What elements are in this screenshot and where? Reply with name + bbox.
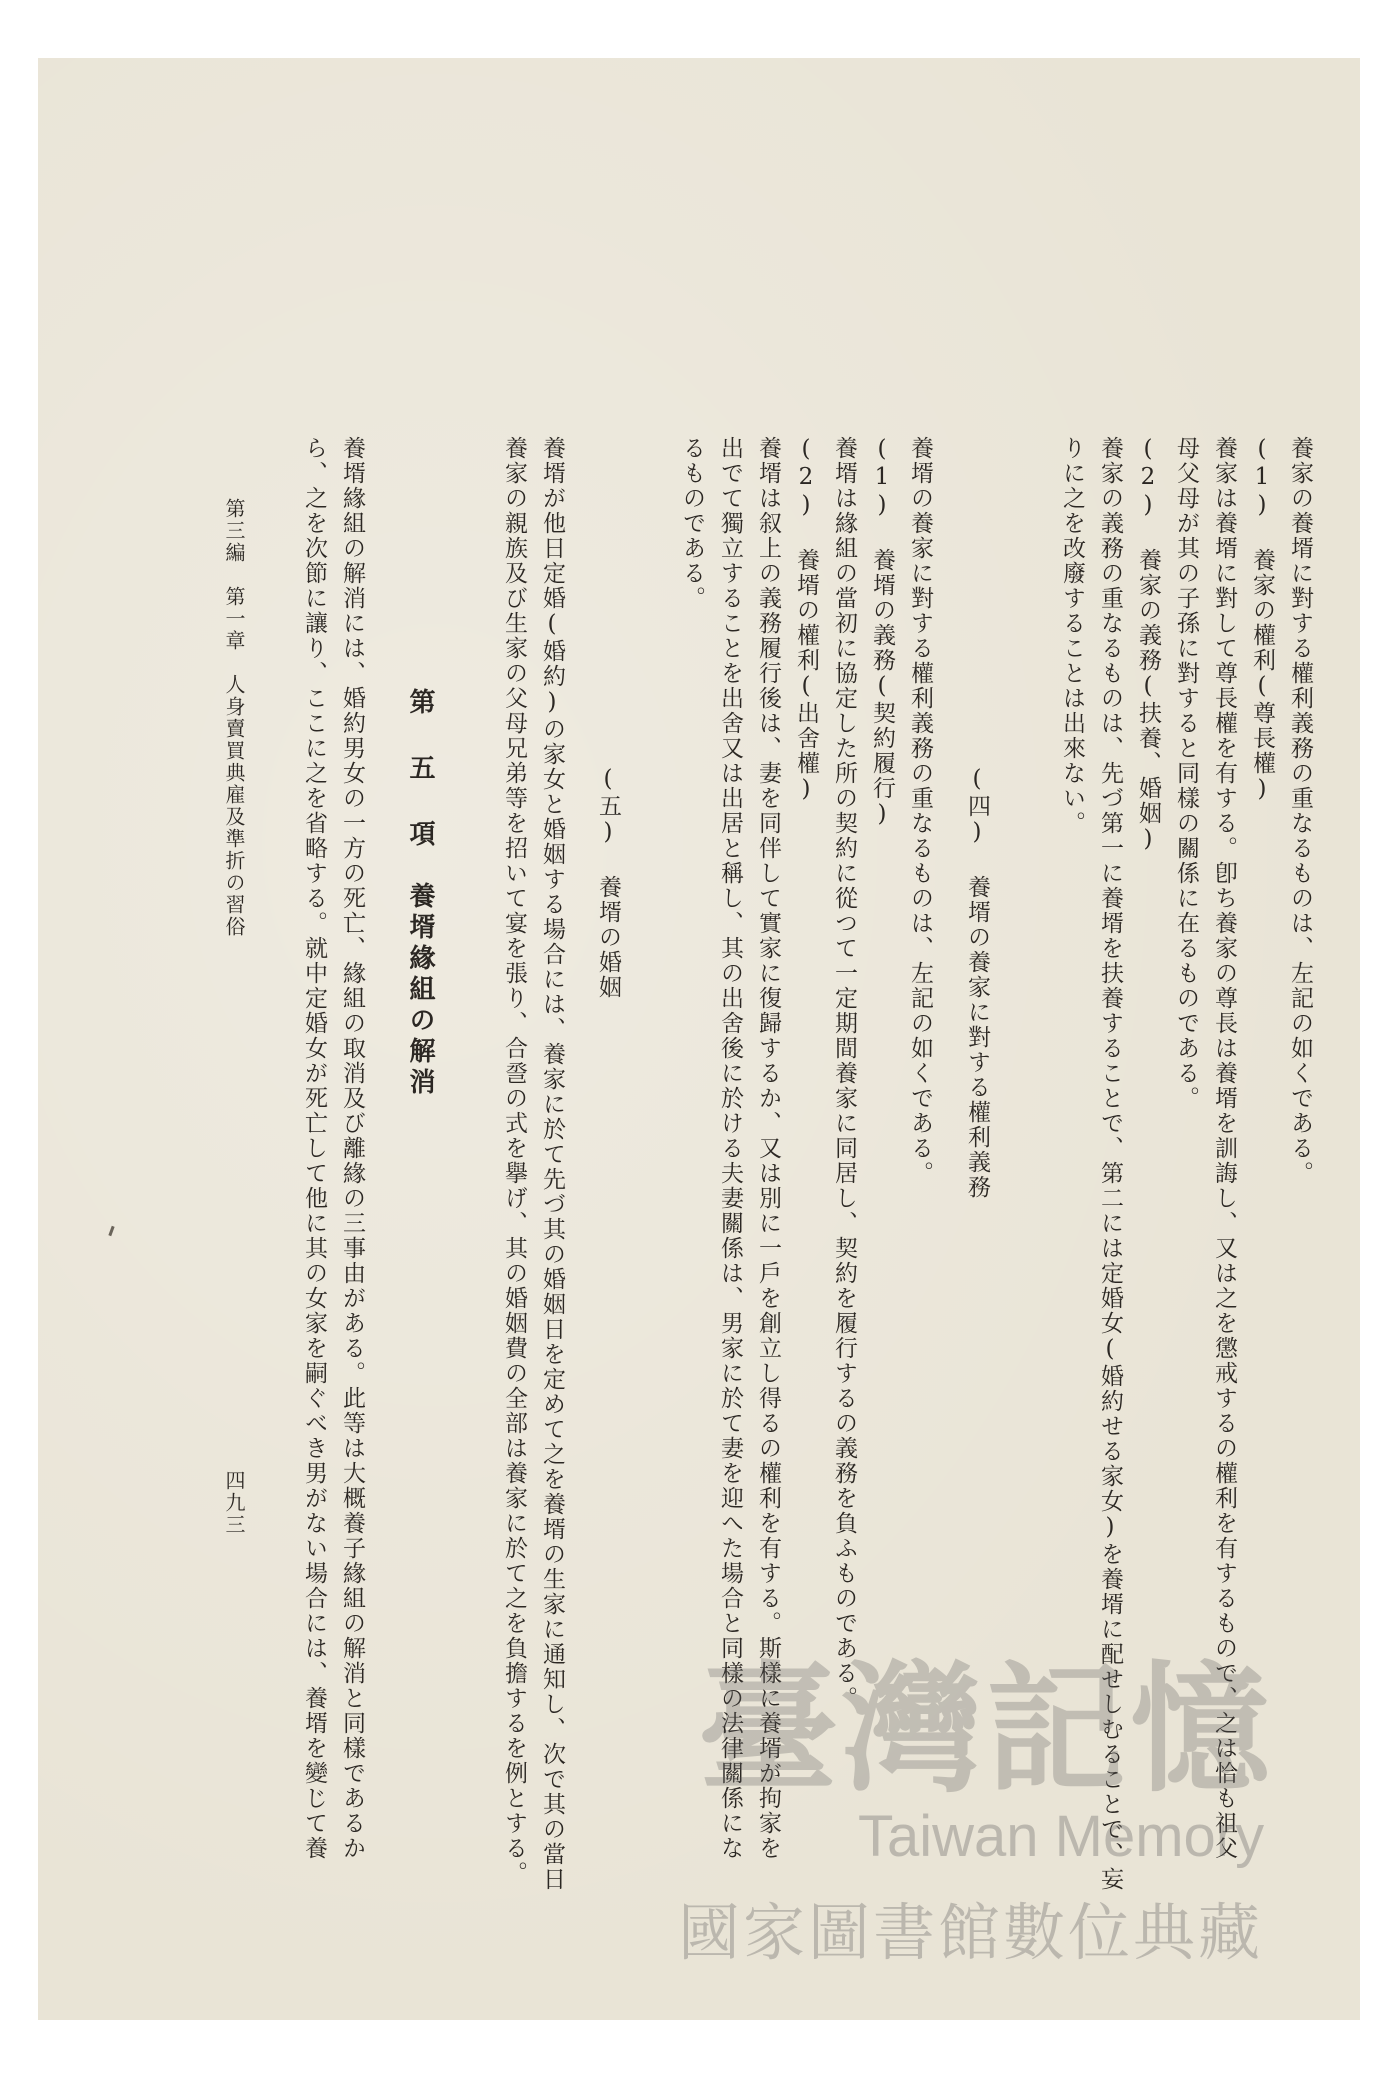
page-number: 四九三: [222, 1470, 246, 1536]
text-column: 養壻緣組の解消には、婚約男女の一方の死亡、緣組の取消及び離緣の三事由がある。此等は大概養子緣組の解消と同樣であるか: [339, 436, 365, 1861]
paper-speck: [108, 1226, 114, 1236]
running-footer: 第三編 第一章 人身賣買典雇及準折の習俗: [222, 498, 246, 938]
text-column: 養壻が他日定婚(婚約)の家女と婚姻する場合には、養家に於て先づ其の婚姻日を定めて之を養壻の生家に通知し、次で其の當日: [539, 436, 565, 1892]
item-heading: (2) 養家の義務(扶養、婚姻): [1135, 436, 1161, 854]
item-heading: (1) 養壻の義務(契約履行): [869, 436, 895, 829]
text-column: 母父母が其の子孫に對すると同樣の關係に在るものである。: [1173, 436, 1199, 1111]
section-heading: (五) 養壻の婚姻: [595, 766, 621, 1000]
text-column: 養家の養壻に對する權利義務の重なるものは、左記の如くである。: [1287, 436, 1313, 1186]
text-column: ら、之を次節に讓り、ここに之を省略する。就中定婚女が死亡して他に其の女家を嗣ぐべき男がない場合には、養壻を變じて養: [301, 436, 327, 1861]
text-column: 養壻の養家に對する權利義務の重なるものは、左記の如くである。: [907, 436, 933, 1186]
section-heading: (四) 養壻の養家に對する權利義務: [964, 766, 990, 1200]
text-column: りに之を改廢することは出來ない。: [1059, 436, 1085, 836]
item-heading: (2) 養壻の權利(出舍權): [793, 436, 819, 804]
text-column: 養家は養壻に對して尊長權を有する。卽ち養家の尊長は養壻を訓誨し、又は之を懲戒するの權利を有するもので、之は恰も祖父: [1211, 436, 1237, 1861]
watermark-title: 臺灣記憶: [698, 1648, 1275, 1812]
text-column: 養壻は緣組の當初に協定した所の契約に從つて一定期間養家に同居し、契約を履行するの義務を負ふものである。: [831, 436, 857, 1711]
text-column: 養家の親族及び生家の父母兄弟等を招いて宴を張り、合巹の式を擧げ、其の婚姻費の全部は養家に於て之を負擔するを例とする。: [501, 436, 527, 1886]
subsection-heading: 第 五 項 養壻緣組の解消: [405, 688, 435, 1099]
text-column: 養家の義務の重なるものは、先づ第一に養壻を扶養することで、第二には定婚女(婚約せる家女)を養壻に配せしむることで、妄: [1097, 436, 1123, 1892]
watermark-english: Taiwan Memory: [858, 1804, 1265, 1869]
watermark-library: 國家圖書館數位典藏: [678, 1899, 1264, 1968]
text-column: 養壻は叙上の義務履行後は、妻を同伴して實家に復歸するか、又は別に一戶を創立し得るの權利を有する。斯樣に養壻が拘家を: [755, 436, 781, 1861]
document-page: [38, 58, 1360, 2020]
text-column: 出でて獨立することを出舍又は出居と稱し、其の出舍後に於ける夫妻關係は、男家に於て妻を迎へた場合と同樣の法律關係にな: [717, 436, 743, 1861]
item-heading: (1) 養家の權利(尊長權): [1249, 436, 1275, 804]
text-column: るものである。: [679, 436, 705, 611]
